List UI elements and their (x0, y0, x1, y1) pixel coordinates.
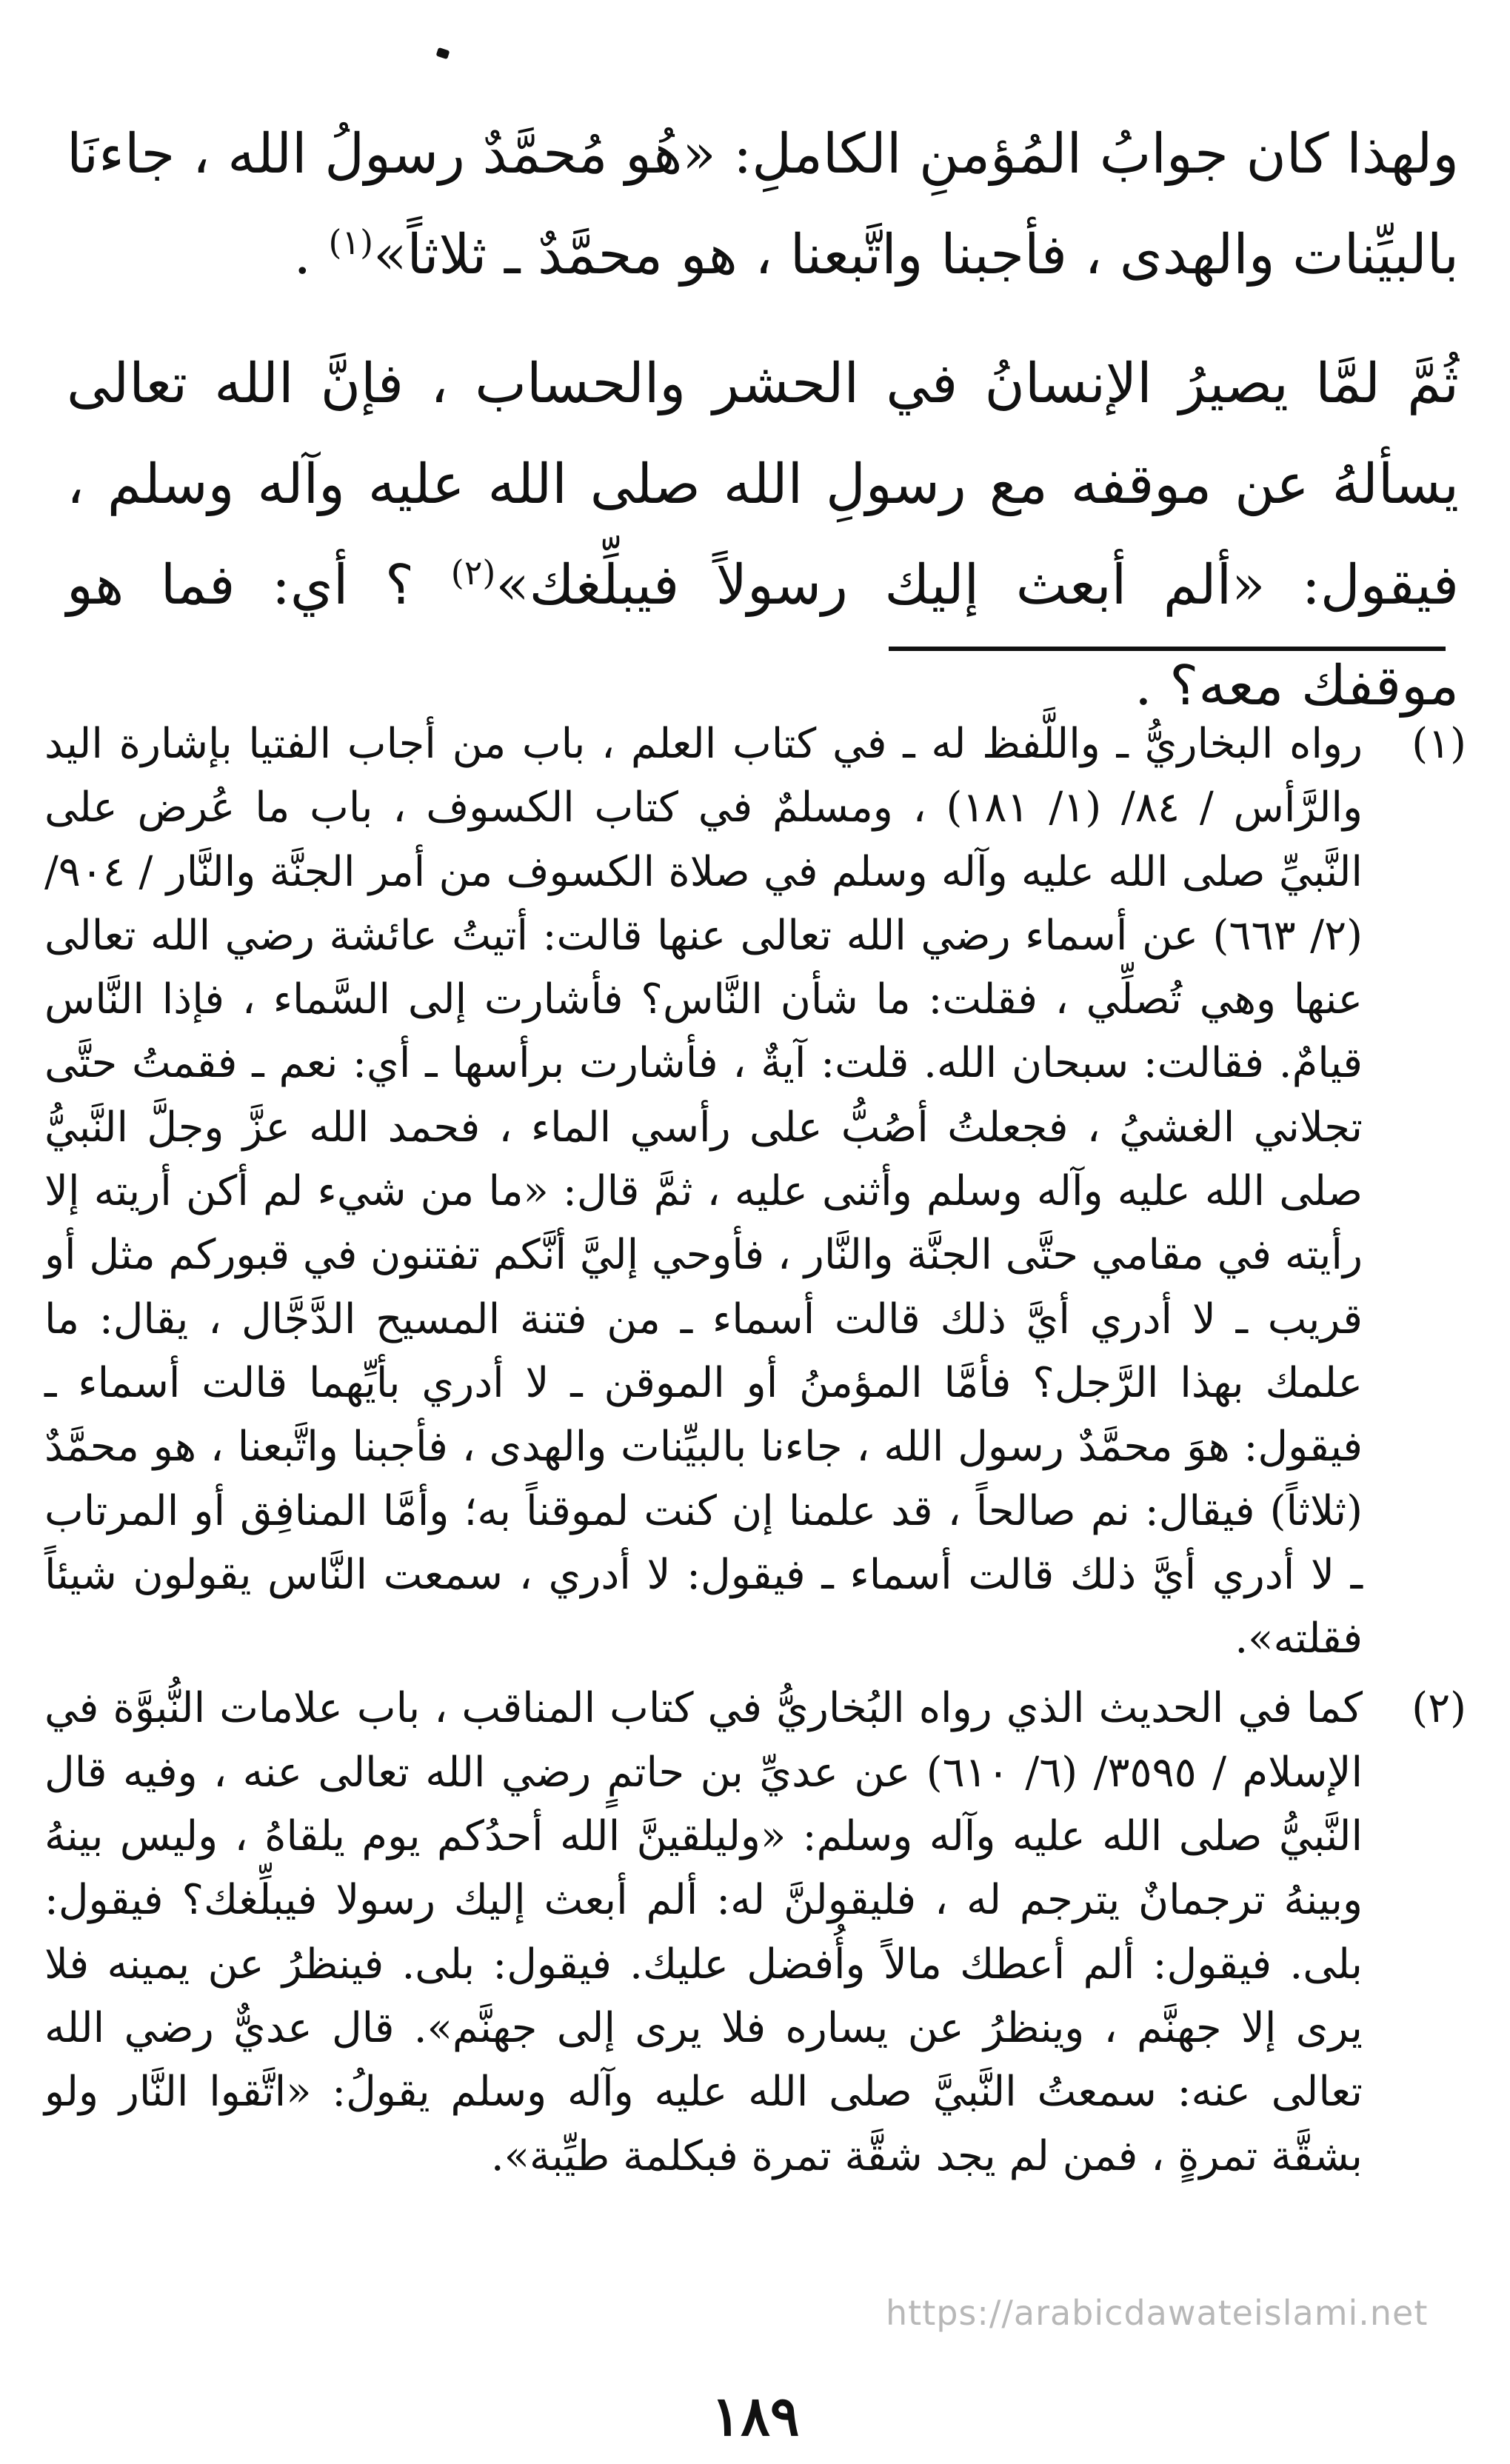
main-paragraph-2-end: ؟ أي: فما هو موقفك معه؟ . (67, 553, 1459, 718)
footnotes (44, 712, 1466, 2194)
page-number: ١٨٩ (711, 2385, 800, 2448)
main-paragraph-2 (67, 333, 1459, 736)
footnote-1 (44, 712, 1466, 1671)
main-paragraph-1 (67, 104, 1459, 305)
footnote-number: (١) (1412, 720, 1466, 768)
main-paragraph-2-text: ثُمَّ لمَّا يصيرُ الإنسانُ في الحشر والحساب ، فإنَّ الله تعالى يسألهُ عن موقفه مع رسولِ الله صلى الله عليه وآله وسلم ، فيقول: «ألم أبعث إليك رسولاً فيبلِّغك» (67, 352, 1460, 617)
main-paragraph-1-end: . (293, 223, 311, 287)
footnote-separator (889, 647, 1446, 651)
footnote-2 (44, 1677, 1466, 2188)
footnote-number: (٢) (1412, 1684, 1466, 1733)
main-text (67, 104, 1459, 736)
footnote-ref-2[interactable]: (٢) (450, 552, 496, 592)
ink-mark (436, 47, 450, 59)
footnote-ref-1[interactable]: (١) (328, 222, 374, 262)
watermark-url: https://arabicdawateislami.net (886, 2293, 1429, 2333)
footnote-text: رواه البخاريُّ ـ واللَّفظ له ـ في كتاب العلم ، باب من أجاب الفتيا بإشارة اليد والرَّأس / ٨٤/ (١/ ١٨١) ، ومسلمٌ في كتاب الكسوف ، باب ما عُرض على النَّبيِّ صلى الله عليه وآله وسلم في صلاة الكسوف من أمر الجنَّة والنَّار / ٩٠٤/ (٢/ ٦٦٣) عن أسماء رضي الله تعالى عنها قالت: أتيتُ عائشة رضي الله تعالى عنها وهي تُصلِّي ، فقلت: ما شأن النَّاس؟ فأشارت إلى السَّماء ، فإذا النَّاس قيامٌ. فقالت: سبحان الله. قلت: آيةٌ ، فأشارت برأسها ـ أي: نعم ـ فقمتُ حتَّى تجلاني الغشيُ ، فجعلتُ أصُبُّ على رأسي الماء ، فحمد الله عزَّ وجلَّ النَّبيُّ صلى الله عليه وآله وسلم وأثنى عليه ، ثمَّ قال: «ما من شيء لم أكن أريته إلا رأيته في مقامي حتَّى الجنَّة والنَّار ، فأوحي إليَّ أنَّكم تفتنون في قبوركم مثل أو قريب ـ لا أدري أيَّ ذلك قالت أسماء ـ من فتنة المسيح الدَّجَّال ، يقال: ما علمك بهذا الرَّجل؟ فأمَّا المؤمنُ أو الموقن ـ لا أدري بأيِّهما قالت أسماء ـ فيقول: هوَ محمَّدٌ رسول الله ، جاءنا بالبيِّنات والهدى ، فأجبنا واتَّبعنا ، هو محمَّدٌ (ثلاثاً) فيقال: نم صالحاً ، قد علمنا إن كنت لموقناً به؛ وأمَّا المنافِق أو المرتاب ـ لا أدري أيَّ ذلك قالت أسماء ـ فيقول: لا أدري ، سمعت النَّاس يقولون شيئاً فقلته». (44, 720, 1363, 1663)
footnote-text: كما في الحديث الذي رواه البُخاريُّ في كتاب المناقب ، باب علامات النُّبوَّة في الإسلام / ٣٥٩٥/ (٦/ ٦١٠) عن عديِّ بن حاتمٍ رضي الله تعالى عنه ، وفيه قال النَّبيُّ صلى الله عليه وآله وسلم: «وليلقينَّ الله أحدُكم يوم يلقاهُ ، وليس بينهُ وبينهُ ترجمانٌ يترجم له ، فليقولنَّ له: ألم أبعث إليك رسولا فيبلِّغك؟ فيقول: بلى. فيقول: ألم أعطك مالاً وأُفضل عليك. فيقول: بلى. فينظرُ عن يمينه فلا يرى إلا جهنَّم ، وينظرُ عن يساره فلا يرى إلى جهنَّم». قال عديٌّ رضي الله تعالى عنه: سمعتُ النَّبيَّ صلى الله عليه وآله وسلم يقولُ: «اتَّقوا النَّار ولو بشقَّة تمرةٍ ، فمن لم يجد شقَّة تمرة فبكلمة طيِّبة». (44, 1684, 1363, 2180)
main-paragraph-1-text: ولهذا كان جوابُ المُؤمنِ الكاملِ: «هُو مُحمَّدٌ رسولُ الله ، جاءنَا بالبيِّنات والهدى ، فأجبنا واتَّبعنا ، هو محمَّدٌ ـ ثلاثاً» (67, 122, 1459, 287)
